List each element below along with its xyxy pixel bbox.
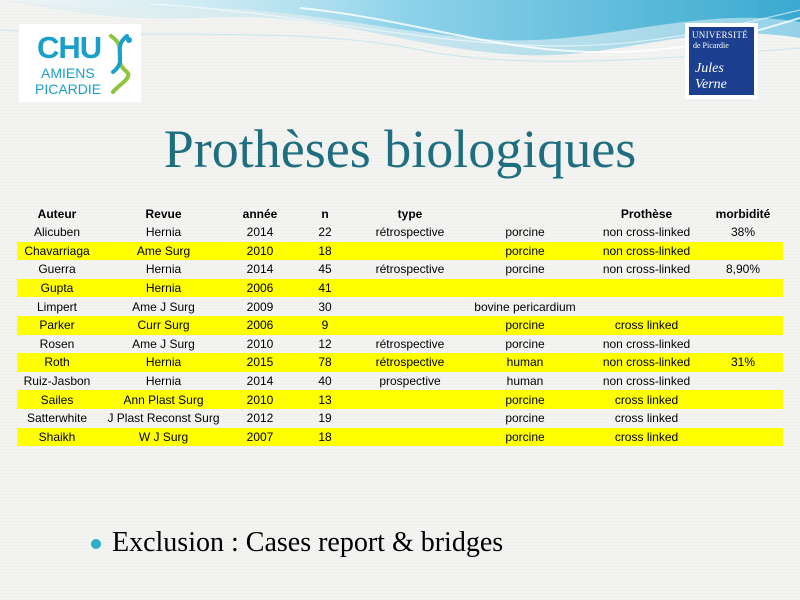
cell-morbidite xyxy=(703,409,783,428)
cell-material: porcine xyxy=(505,336,545,351)
cell-type: rétrospective xyxy=(375,262,445,277)
header-annee: année xyxy=(242,206,278,221)
universite-picardie-logo xyxy=(685,23,758,99)
cell-revue: Hernia xyxy=(145,225,182,240)
cell-auteur: Parker xyxy=(17,316,97,335)
cell-auteur: Ruiz-Jasbon xyxy=(23,374,91,389)
studies-table xyxy=(17,204,783,446)
slide-title: Prothèses biologiques xyxy=(163,119,637,179)
cell-n: 40 xyxy=(318,374,332,389)
header-morbidite: morbidité xyxy=(715,206,771,221)
cell-annee: 2014 xyxy=(246,225,274,240)
cell-morbidite xyxy=(703,297,783,316)
table-row xyxy=(17,428,783,447)
cell-annee: 2012 xyxy=(246,411,274,426)
cell-type xyxy=(360,409,460,428)
cell-material: porcine xyxy=(460,242,590,261)
cell-auteur: Gupta xyxy=(17,279,97,298)
cell-type: rétrospective xyxy=(375,225,445,240)
cell-annee: 2010 xyxy=(230,242,290,261)
exclusion-bullet-text: Exclusion : Cases report & bridges xyxy=(112,527,504,558)
cell-revue: W J Surg xyxy=(97,428,230,447)
cell-n: 12 xyxy=(318,336,332,351)
cell-n: 45 xyxy=(318,262,332,277)
cell-prothese: cross linked xyxy=(590,390,703,409)
cell-revue: Curr Surg xyxy=(97,316,230,335)
cell-auteur: Limpert xyxy=(36,299,77,314)
cell-annee: 2010 xyxy=(246,336,274,351)
cell-prothese: non cross-linked xyxy=(602,336,691,351)
cell-revue: Ame Surg xyxy=(97,242,230,261)
cell-n: 18 xyxy=(290,428,360,447)
cell-type xyxy=(360,316,460,335)
header-type: type xyxy=(397,206,423,221)
cell-type xyxy=(360,390,460,409)
table-row xyxy=(17,297,783,316)
cell-prothese: non cross-linked xyxy=(602,374,691,389)
chu-logo-text: CHU xyxy=(37,30,102,65)
cell-prothese: non cross-linked xyxy=(590,353,703,372)
cell-material: porcine xyxy=(460,428,590,447)
table-row xyxy=(17,390,783,409)
cell-prothese: cross linked xyxy=(590,428,703,447)
cell-auteur: Satterwhite xyxy=(26,411,88,426)
table-row xyxy=(17,316,783,335)
cell-revue: Hernia xyxy=(97,353,230,372)
upjv-logo-line1: UNIVERSITÉ xyxy=(692,30,748,40)
table-row xyxy=(17,260,783,279)
cell-morbidite xyxy=(703,372,783,391)
cell-prothese: non cross-linked xyxy=(602,262,691,277)
upjv-logo-line2: de Picardie xyxy=(693,41,729,50)
cell-morbidite xyxy=(703,279,783,298)
table-row xyxy=(17,372,783,391)
cell-revue: Ame J Surg xyxy=(132,336,195,351)
cell-auteur: Sailes xyxy=(17,390,97,409)
cell-prothese: cross linked xyxy=(614,411,679,426)
cell-morbidite xyxy=(703,335,783,354)
cell-type xyxy=(360,242,460,261)
cell-n: 19 xyxy=(318,411,332,426)
header-material xyxy=(460,204,590,223)
cell-material: bovine pericardium xyxy=(474,299,576,314)
cell-material: porcine xyxy=(505,262,545,277)
cell-material: human xyxy=(506,374,544,389)
cell-n: 9 xyxy=(290,316,360,335)
cell-revue: Ame J Surg xyxy=(132,299,195,314)
cell-auteur: Roth xyxy=(17,353,97,372)
cell-morbidite: 31% xyxy=(703,353,783,372)
cell-annee: 2009 xyxy=(246,299,274,314)
cell-auteur: Chavarriaga xyxy=(17,242,97,261)
table-row xyxy=(17,242,783,261)
cell-revue: Hernia xyxy=(97,279,230,298)
cell-material: porcine xyxy=(505,225,545,240)
cell-n: 78 xyxy=(290,353,360,372)
header-auteur: Auteur xyxy=(37,206,77,221)
cell-annee: 2007 xyxy=(230,428,290,447)
cell-prothese xyxy=(590,279,703,298)
chu-logo xyxy=(19,24,141,102)
table-row xyxy=(17,223,783,242)
cell-annee: 2010 xyxy=(230,390,290,409)
cell-material: human xyxy=(460,353,590,372)
cell-n: 22 xyxy=(318,225,332,240)
table-row xyxy=(17,335,783,354)
chu-logo-picardie: PICARDIE xyxy=(35,81,102,97)
cell-material xyxy=(460,279,590,298)
cell-annee: 2015 xyxy=(230,353,290,372)
table-row xyxy=(17,279,783,298)
table-body xyxy=(17,223,783,446)
bullet-dot-icon xyxy=(91,539,101,549)
cell-revue: Hernia xyxy=(145,262,182,277)
cell-morbidite xyxy=(703,390,783,409)
cell-prothese: non cross-linked xyxy=(602,225,691,240)
cell-prothese: cross linked xyxy=(590,316,703,335)
cell-type: rétrospective xyxy=(360,353,460,372)
cell-annee: 2006 xyxy=(230,279,290,298)
cell-type xyxy=(360,428,460,447)
cell-morbidite: 38% xyxy=(730,225,756,240)
cell-morbidite xyxy=(703,242,783,261)
cell-morbidite xyxy=(703,316,783,335)
cell-annee: 2014 xyxy=(246,262,274,277)
cell-auteur: Rosen xyxy=(39,336,75,351)
cell-annee: 2014 xyxy=(246,374,274,389)
cell-morbidite: 8,90% xyxy=(725,262,761,277)
cell-type xyxy=(360,279,460,298)
cell-prothese: non cross-linked xyxy=(590,242,703,261)
table-row xyxy=(17,353,783,372)
cell-type: rétrospective xyxy=(375,336,445,351)
cell-annee: 2006 xyxy=(230,316,290,335)
chu-logo-amiens: AMIENS xyxy=(41,65,95,81)
cell-auteur: Guerra xyxy=(38,262,76,277)
table-row xyxy=(17,409,783,428)
cell-n: 30 xyxy=(318,299,332,314)
cell-type xyxy=(360,297,460,316)
cell-prothese xyxy=(590,297,703,316)
cell-morbidite xyxy=(703,428,783,447)
cell-type: prospective xyxy=(379,374,441,389)
cell-n: 18 xyxy=(290,242,360,261)
cell-material: porcine xyxy=(505,411,545,426)
header-prothese: Prothèse xyxy=(620,206,673,221)
cell-revue: Hernia xyxy=(145,374,182,389)
cell-revue: Ann Plast Surg xyxy=(97,390,230,409)
cell-material: porcine xyxy=(460,316,590,335)
dna-helix-icon xyxy=(107,34,133,94)
header-revue: Revue xyxy=(145,206,182,221)
cell-revue: J Plast Reconst Surg xyxy=(107,411,220,426)
cell-material: porcine xyxy=(460,390,590,409)
upjv-logo-signature: Jules Verne xyxy=(695,61,727,92)
header-n: n xyxy=(321,206,329,221)
table-header-row xyxy=(17,204,783,223)
cell-auteur: Shaikh xyxy=(17,428,97,447)
upjv-logo-panel xyxy=(689,27,754,95)
cell-auteur: Alicuben xyxy=(33,225,81,240)
cell-n: 13 xyxy=(290,390,360,409)
cell-n: 41 xyxy=(290,279,360,298)
